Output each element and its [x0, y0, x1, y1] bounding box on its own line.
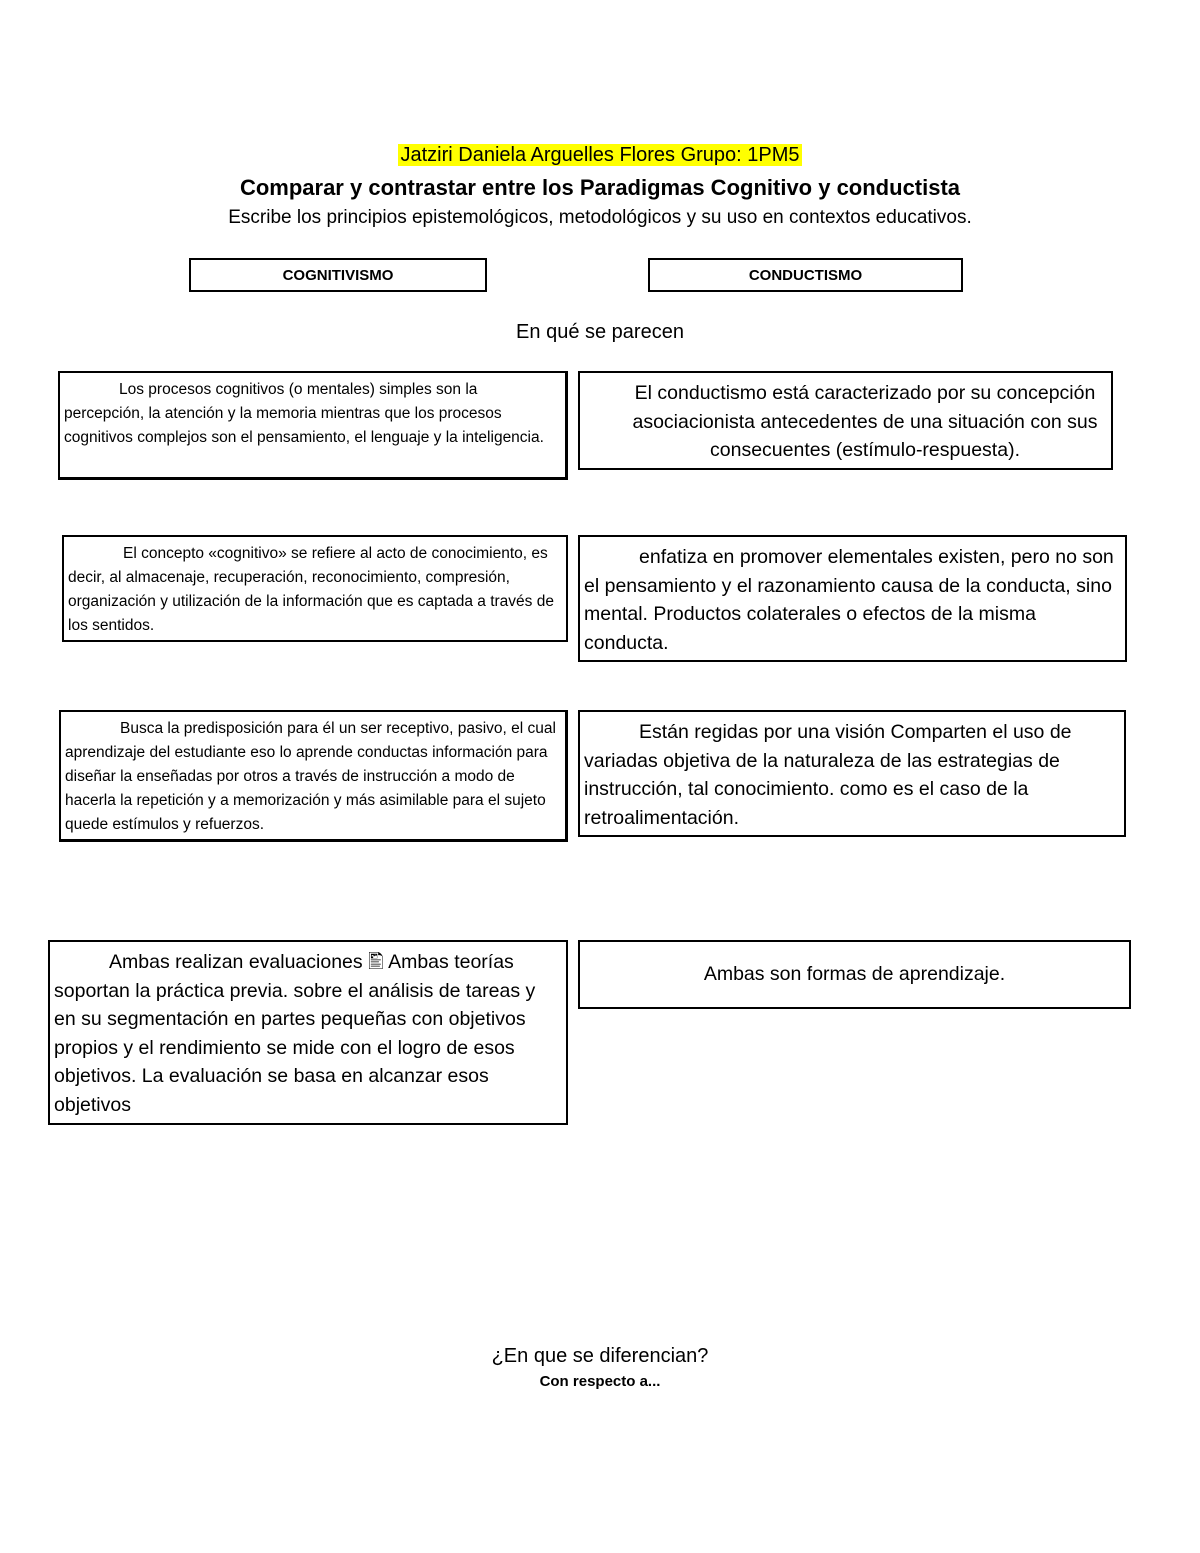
cognitivismo-box-3: Busca la predisposición para él un ser receptivo, pasivo, el cual aprendizaje del estudiante eso lo aprende conductas información para diseñar la enseñadas por otros a través de instrucción a modo de hacerla la repetición y a memorización y más asimilable para el sujeto quede estímulos y refuerzos. [59, 710, 568, 842]
column-header-cognitivismo: COGNITIVISMO [189, 258, 487, 292]
page-title: Comparar y contrastar entre los Paradigmas Cognitivo y conductista [239, 175, 961, 200]
page-subtitle: Escribe los principios epistemológicos, metodológicos y su uso en contextos educativos. [228, 207, 972, 228]
cognitivismo-box-4: Ambas realizan evaluaciones 🖺 Ambas teorías soportan la práctica previa. sobre el análisis de tareas y en su segmentación en partes pequeñas con objetivos propios y el rendimiento se mide con el logro de esos objetivos. La evaluación se basa en alcanzar esos objetivos [48, 940, 568, 1125]
conductismo-box-2: enfatiza en promover elementales existen, pero no son el pensamiento y el razonamiento causa de la conducta, sino mental. Productos colaterales o efectos de la misma conducta. [578, 535, 1127, 662]
column-header-conductismo: CONDUCTISMO [648, 258, 963, 292]
conductismo-box-1 [578, 371, 1113, 470]
conductismo-box-4-text: Ambas son formas de aprendizaje. [703, 963, 1006, 985]
differences-subheading: Con respecto a... [539, 1373, 661, 1390]
similarities-heading: En qué se parecen [516, 321, 684, 343]
author-line: Jatziri Daniela Arguelles Flores Grupo: 1PM5 [400, 144, 800, 166]
cognitivismo-box-1: Los procesos cognitivos (o mentales) simples son la percepción, la atención y la memoria mientras que los procesos cognitivos complejos son el pensamiento, el lenguaje y la inteligencia. [58, 371, 568, 480]
conductismo-box-1-text: El conductismo está caracterizado por su concepción asociacionista antecedentes de una situación con sus consecuentes (estímulo-respuesta). [632, 382, 1098, 461]
conductismo-box-3: Están regidas por una visión Comparten el uso de variadas objetiva de la naturaleza de las estrategias de instrucción, tal conocimiento. como es el caso de la retroalimentación. [578, 710, 1126, 837]
differences-heading: ¿En que se diferencian? [491, 1345, 709, 1367]
conductismo-box-4 [578, 940, 1131, 1009]
cognitivismo-box-2: El concepto «cognitivo» se refiere al acto de conocimiento, es decir, al almacenaje, recuperación, reconocimiento, compresión, organización y utilización de la información que es captada a través de los sentidos. [62, 535, 568, 642]
